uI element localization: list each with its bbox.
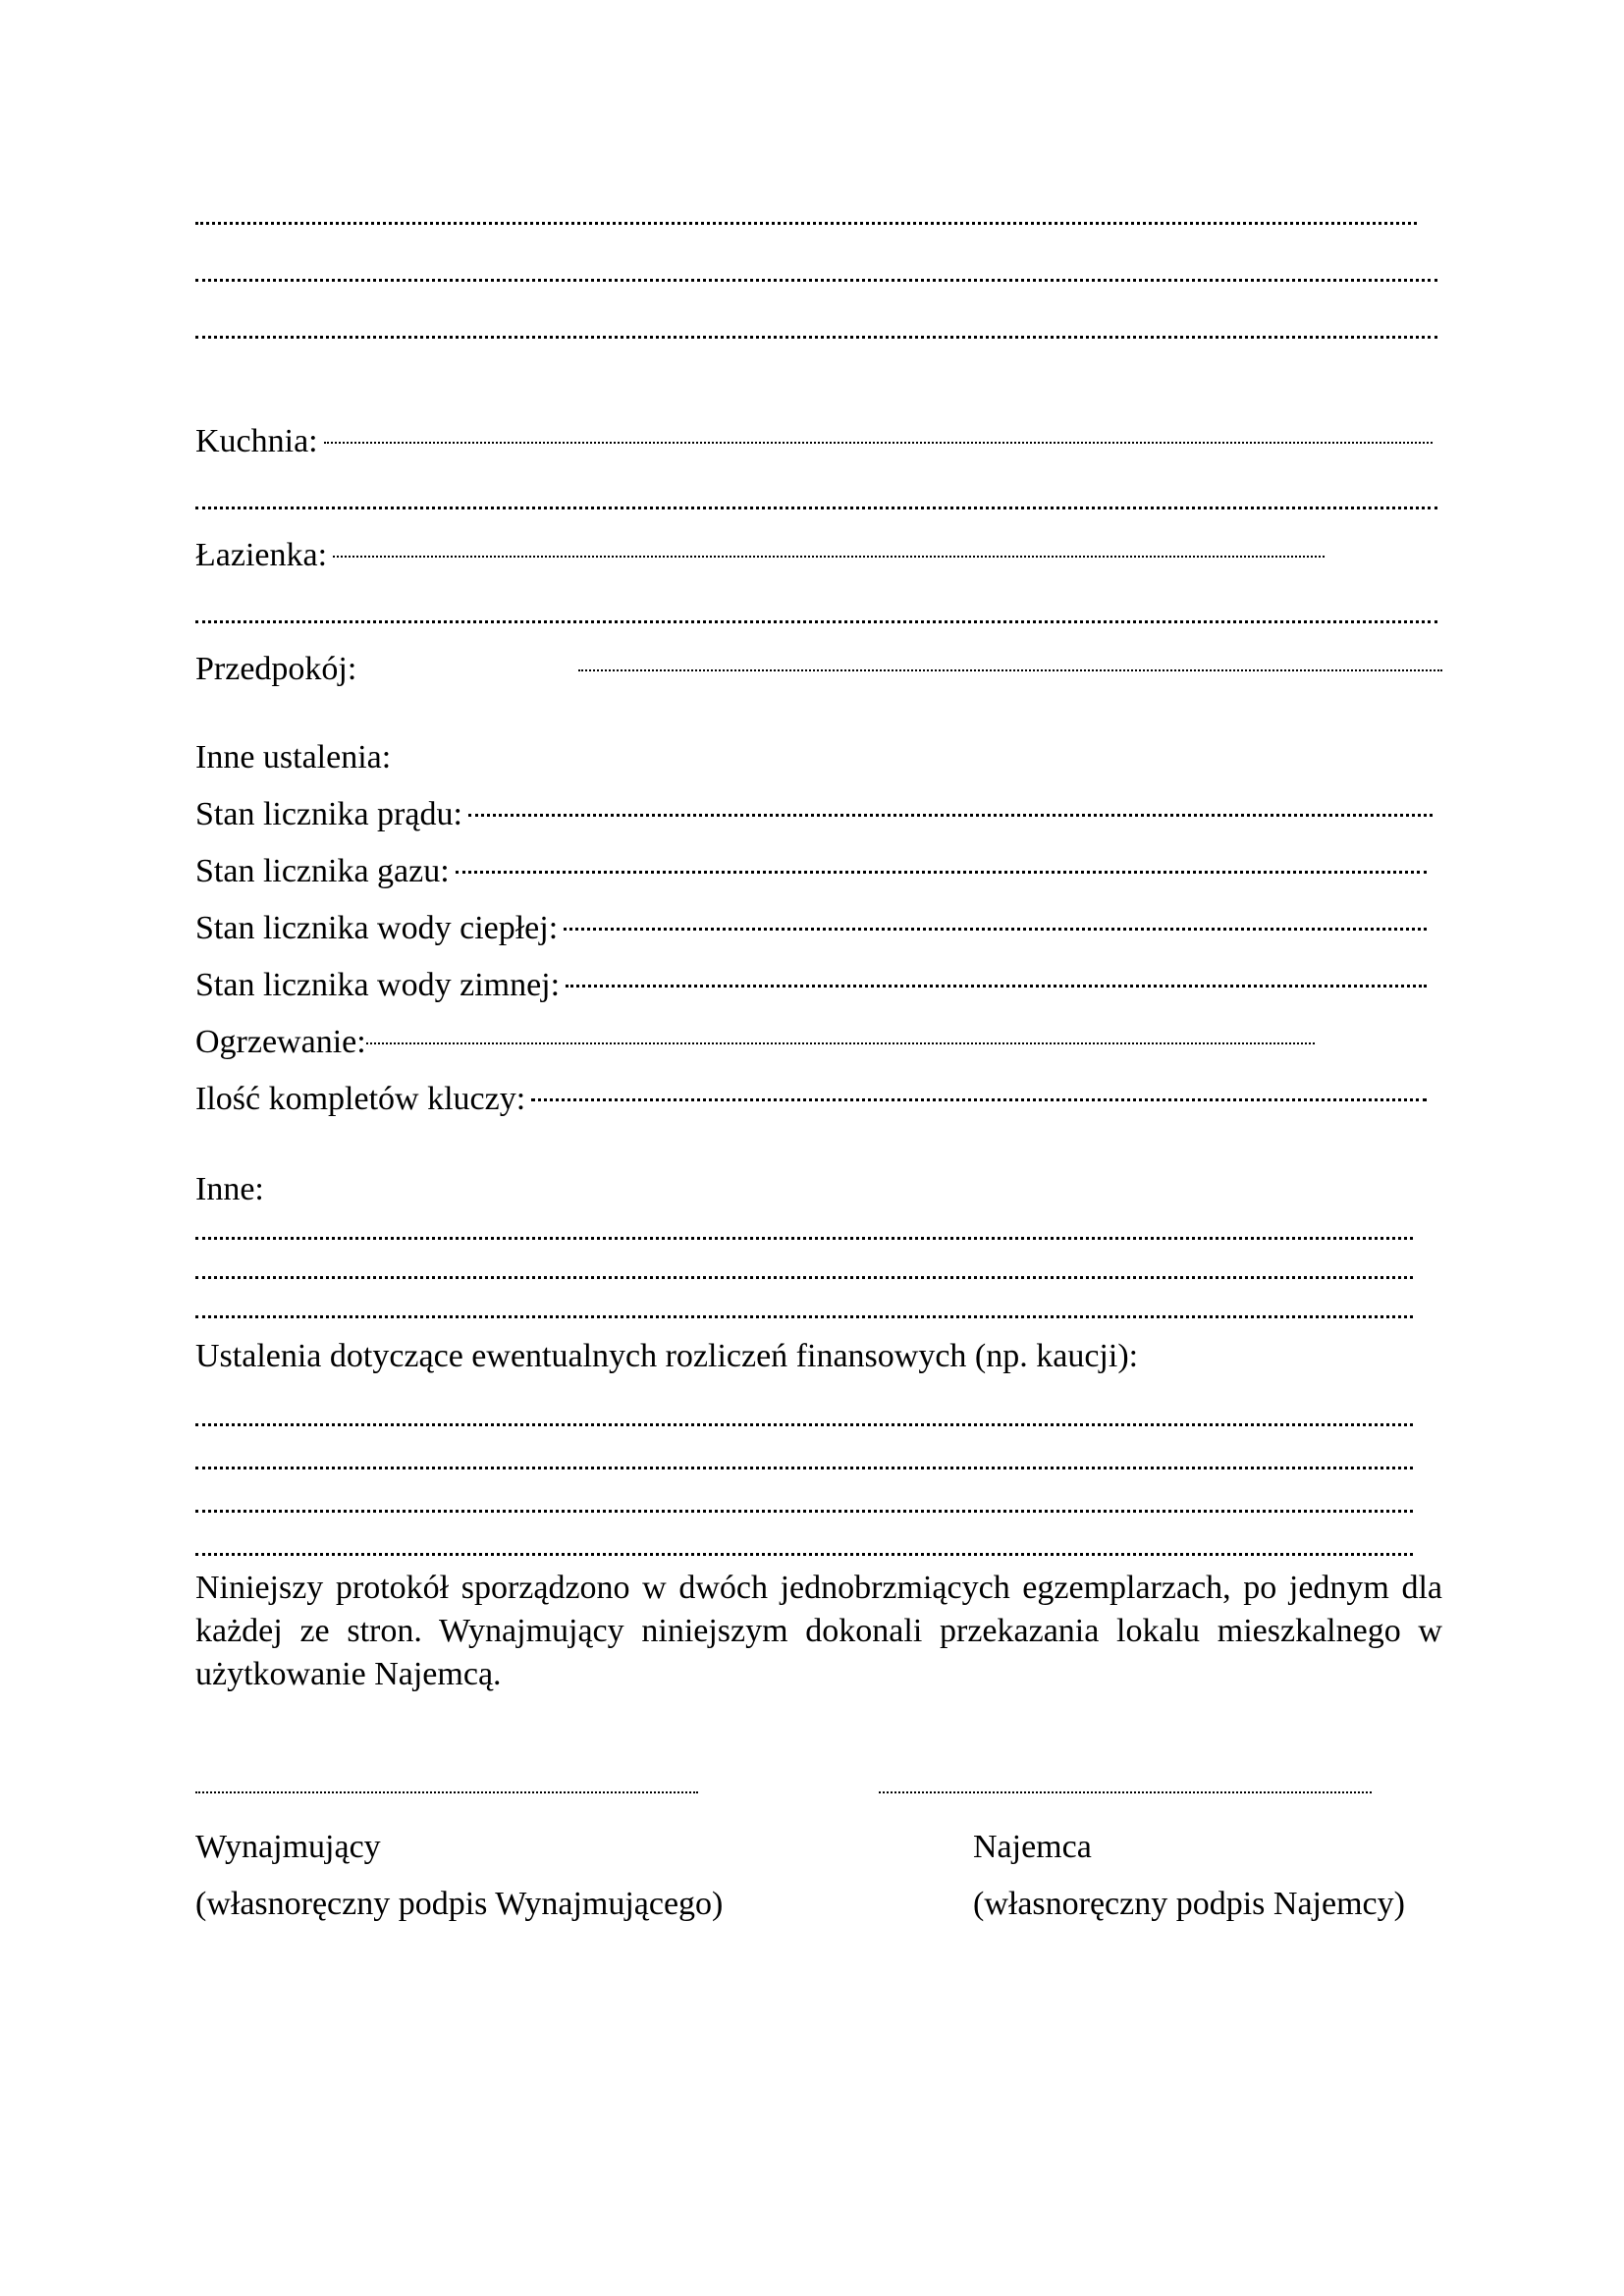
keys-count-label: Ilość kompletów kluczy: (195, 1081, 526, 1117)
other-line-3[interactable] (195, 1288, 1413, 1327)
financial-line-1[interactable] (195, 1396, 1413, 1435)
bathroom-field[interactable] (195, 536, 1325, 575)
keys-count-field[interactable] (195, 1080, 1427, 1119)
cold-water-meter-field[interactable] (195, 966, 1427, 1005)
gas-meter-input-line[interactable] (456, 871, 1427, 874)
electricity-meter-field[interactable] (195, 795, 1433, 834)
bathroom-continuation-line[interactable] (195, 593, 1437, 632)
gas-meter-field[interactable] (195, 852, 1427, 891)
kitchen-field[interactable] (195, 422, 1433, 461)
blank-line-1[interactable] (195, 194, 1417, 234)
cold-water-meter-label: Stan licznika wody zimnej: (195, 967, 561, 1003)
financial-heading: Ustalenia dotyczące ewentualnych rozliczeń finansowych (np. kaucji): (195, 1338, 1139, 1374)
financial-line-3[interactable] (195, 1482, 1413, 1522)
other-line-2[interactable] (195, 1249, 1413, 1288)
financial-line-2[interactable] (195, 1439, 1413, 1478)
kitchen-label: Kuchnia: (195, 423, 318, 459)
cold-water-meter-input-line[interactable] (566, 985, 1427, 988)
electricity-meter-input-line[interactable] (468, 814, 1433, 817)
gas-meter-label: Stan licznika gazu: (195, 853, 450, 889)
blank-line-2[interactable] (195, 251, 1437, 291)
other-heading: Inne: (195, 1171, 264, 1207)
heating-field[interactable] (195, 1023, 1315, 1062)
tenant-signature-note: (własnoręczny podpis Najemcy) (973, 1886, 1405, 1922)
heating-label: Ogrzewanie: (195, 1024, 366, 1060)
financial-line-4[interactable] (195, 1525, 1413, 1565)
other-arrangements-heading: Inne ustalenia: (195, 739, 392, 775)
bathroom-input-line[interactable] (333, 556, 1325, 558)
bathroom-label: Łazienka: (195, 537, 328, 573)
hot-water-meter-input-line[interactable] (564, 928, 1427, 931)
hot-water-meter-field[interactable] (195, 909, 1427, 948)
blank-line-3[interactable] (195, 308, 1437, 347)
heating-input-line[interactable] (366, 1042, 1315, 1044)
kitchen-continuation-line[interactable] (195, 479, 1437, 518)
other-line-1[interactable] (195, 1209, 1413, 1249)
hot-water-meter-label: Stan licznika wody ciepłej: (195, 910, 559, 946)
tenant-role: Najemca (973, 1829, 1092, 1865)
electricity-meter-label: Stan licznika prądu: (195, 796, 462, 832)
landlord-signature-note: (własnoręczny podpis Wynajmującego) (195, 1886, 724, 1922)
hallway-field[interactable] (195, 650, 1442, 689)
tenant-signature-line[interactable] (879, 1789, 1372, 1793)
keys-count-input-line[interactable] (531, 1098, 1427, 1101)
closing-paragraph: Niniejszy protokół sporządzono w dwóch jednobrzmiących egzemplarzach, po jednym dla każdej ze stron. Wynajmujący niniejszym dokonali przekazania lokalu mieszkalnego w użytkowanie Najemcą. (195, 1570, 1442, 1692)
landlord-signature-line[interactable] (195, 1789, 698, 1793)
hallway-label: Przedpokój: (195, 651, 357, 687)
landlord-role: Wynajmujący (195, 1829, 381, 1865)
hallway-input-line[interactable] (578, 669, 1442, 671)
kitchen-input-line[interactable] (324, 442, 1433, 444)
